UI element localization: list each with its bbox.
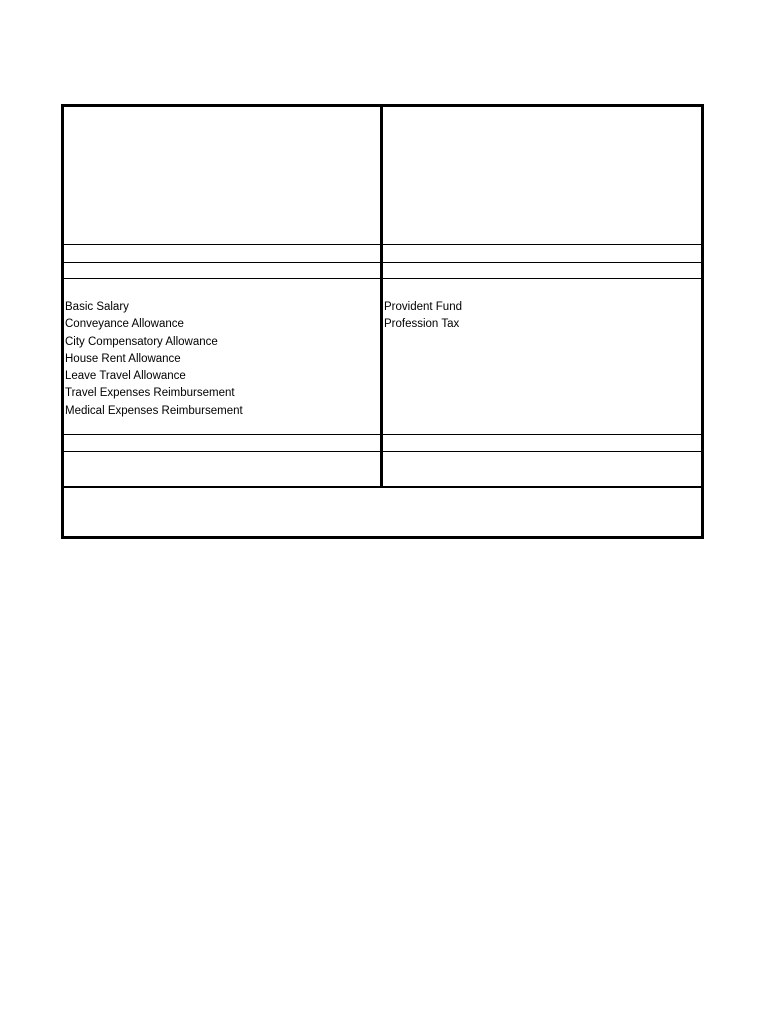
earnings-item: House Rent Allowance: [65, 352, 181, 365]
deductions-item: Profession Tax: [384, 318, 460, 331]
earnings-item: City Compensatory Allowance: [65, 335, 218, 348]
earnings-item: Medical Expenses Reimbursement: [65, 404, 243, 417]
earnings-item: Basic Salary: [65, 301, 129, 313]
deductions-list: [384, 299, 462, 334]
earnings-list: [65, 299, 243, 420]
earnings-item: Conveyance Allowance: [65, 318, 184, 331]
earnings-item: Travel Expenses Reimbursement: [65, 387, 235, 400]
column-divider: [380, 107, 383, 487]
earnings-item: Leave Travel Allowance: [65, 370, 186, 383]
payslip-table: [61, 104, 704, 539]
deductions-item: Provident Fund: [384, 301, 462, 313]
